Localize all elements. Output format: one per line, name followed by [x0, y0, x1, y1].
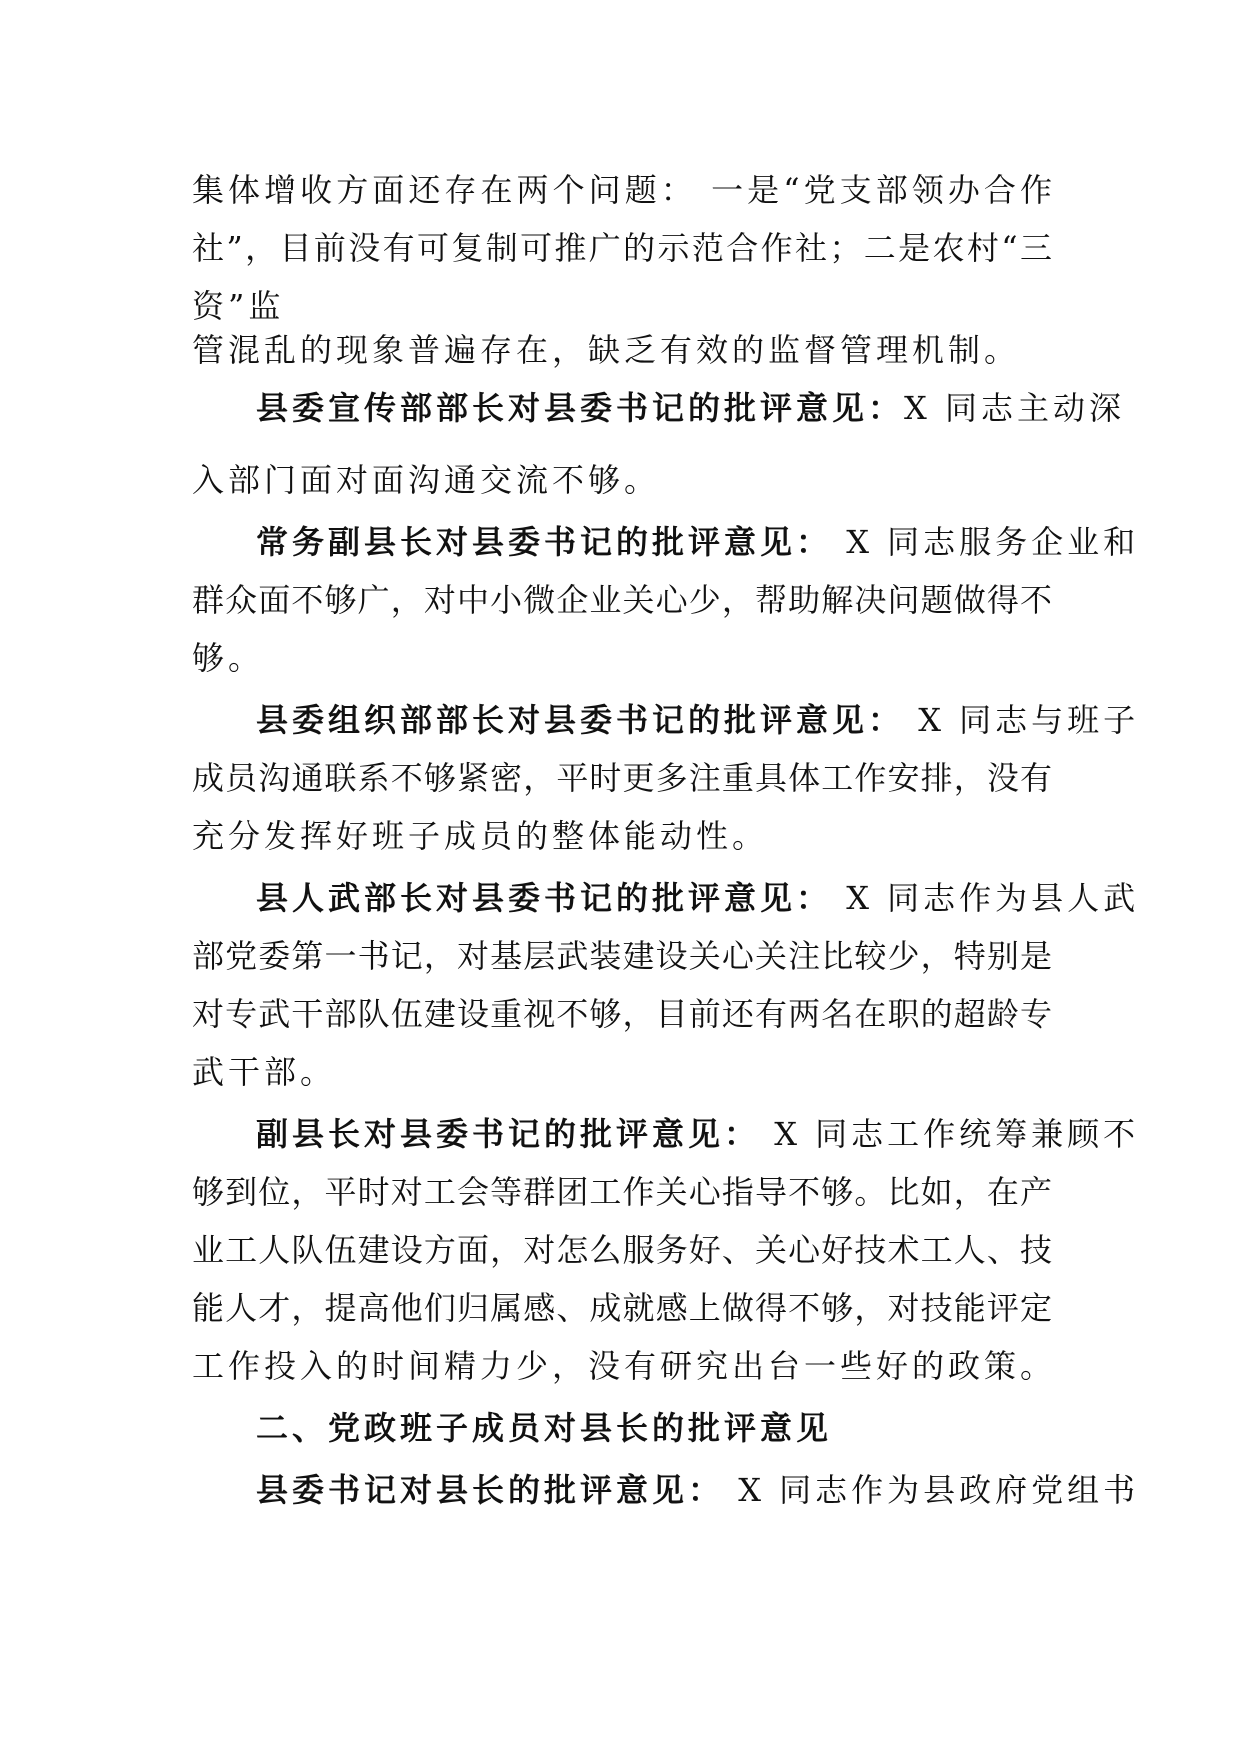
line-text: 部党委第一书记，对基层武装建设关心关注比较少，特别是	[192, 937, 1052, 975]
paragraph-line	[256, 1114, 1140, 1154]
line-text: 入部门面对面沟通交流不够。	[192, 461, 661, 499]
paragraph-line	[192, 228, 1052, 268]
paragraph-line	[192, 1172, 1052, 1212]
line-text: 武干部。	[192, 1053, 337, 1091]
paragraph-line	[256, 388, 1125, 428]
line-text: 社”，目前没有可复制可推广的示范合作社；二是农村“三	[192, 229, 1052, 267]
line-text: X 同志工作统筹兼顾不	[760, 1115, 1140, 1153]
paragraph-line	[192, 638, 1052, 678]
line-text: 能人才，提高他们归属感、成就感上做得不够，对技能评定	[192, 1289, 1052, 1327]
speaker-label: 副县长对县委书记的批评意见：	[256, 1115, 761, 1153]
section-heading	[256, 1408, 1052, 1448]
line-text: X 同志与班子	[904, 701, 1140, 739]
line-text: 成员沟通联系不够紧密，平时更多注重具体工作安排，没有	[192, 759, 1052, 797]
paragraph-line	[256, 522, 1140, 562]
line-text: X 同志服务企业和	[832, 523, 1140, 561]
paragraph-line	[192, 1230, 1052, 1270]
paragraph-line	[192, 936, 1052, 976]
paragraph-line	[192, 286, 1052, 326]
speaker-label: 常务副县长对县委书记的批评意见：	[256, 523, 833, 561]
line-text: 够到位，平时对工会等群团工作关心指导不够。比如，在产	[192, 1173, 1052, 1211]
speaker-label: 县委书记对县长的批评意见：	[256, 1471, 725, 1509]
line-text: 充分发挥好班子成员的整体能动性。	[192, 817, 769, 855]
line-text: 对专武干部队伍建设重视不够，目前还有两名在职的超龄专	[192, 995, 1052, 1033]
paragraph-line	[192, 460, 1052, 500]
speaker-label: 县委宣传部部长对县委书记的批评意见：	[256, 389, 905, 427]
line-text: X 同志作为县政府党组书	[724, 1471, 1140, 1509]
line-text: 群众面不够广，对中小微企业关心少，帮助解决问题做得不	[192, 581, 1052, 619]
line-text: X 同志主动深	[904, 389, 1125, 427]
paragraph-line	[192, 816, 1052, 856]
line-text: 够。	[192, 639, 265, 677]
paragraph-line	[192, 580, 1052, 620]
paragraph-line	[192, 1288, 1052, 1328]
paragraph-line	[192, 994, 1052, 1034]
speaker-label: 县委组织部部长对县委书记的批评意见：	[256, 701, 905, 739]
paragraph-line	[192, 330, 1052, 370]
paragraph-line	[192, 1346, 1057, 1386]
paragraph-line	[192, 1052, 1052, 1092]
line-text: 管混乱的现象普遍存在，缺乏有效的监督管理机制。	[192, 331, 1021, 369]
line-text: 工作投入的时间精力少，没有研究出台一些好的政策。	[192, 1347, 1057, 1385]
line-text: 集体增收方面还存在两个问题： 一是“党支部领办合作	[192, 171, 1052, 209]
paragraph-line	[256, 700, 1140, 740]
paragraph-line	[192, 758, 1052, 798]
paragraph-line	[192, 170, 1052, 210]
paragraph-line	[256, 1470, 1140, 1510]
paragraph-line	[256, 878, 1140, 918]
speaker-label: 县人武部长对县委书记的批评意见：	[256, 879, 833, 917]
line-text: 资”监	[192, 287, 285, 325]
section-heading-text: 二、党政班子成员对县长的批评意见	[256, 1409, 833, 1447]
line-text: X 同志作为县人武	[832, 879, 1140, 917]
line-text: 业工人队伍建设方面，对怎么服务好、关心好技术工人、技	[192, 1231, 1052, 1269]
